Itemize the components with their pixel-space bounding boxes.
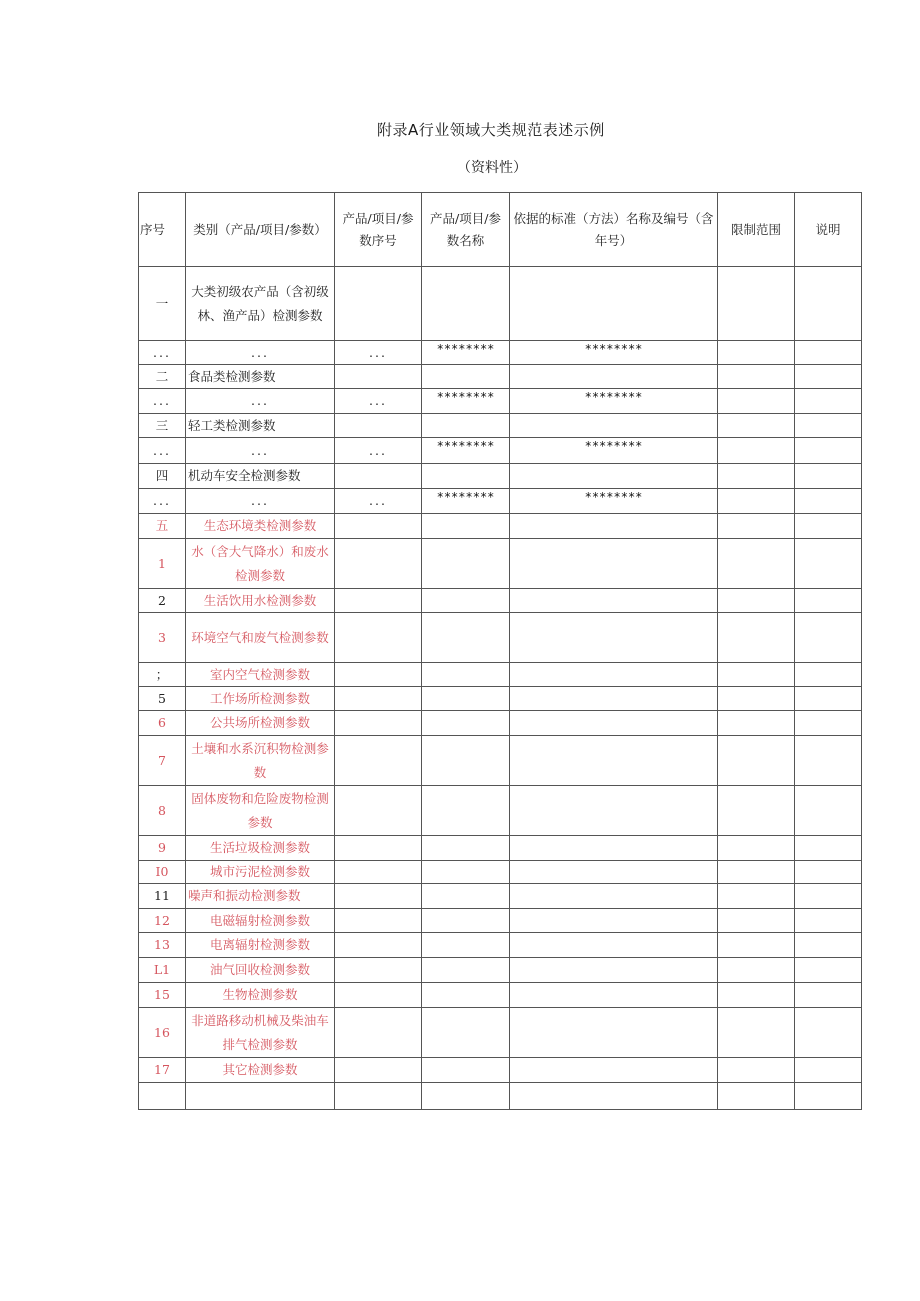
table-row bbox=[139, 884, 862, 909]
row-no: I0 bbox=[139, 861, 186, 884]
row-category: 生物检测参数 bbox=[186, 983, 335, 1008]
row-standard: ******** bbox=[510, 389, 718, 414]
row-category: 电磁辐射检测参数 bbox=[186, 909, 335, 933]
row-category: 电离辐射检测参数 bbox=[186, 933, 335, 958]
table-row bbox=[139, 414, 862, 438]
row-no: 1 bbox=[139, 539, 186, 589]
table-row bbox=[139, 711, 862, 736]
row-category: 生态环境类检测参数 bbox=[186, 514, 335, 539]
table-row bbox=[139, 933, 862, 958]
row-name: ******** bbox=[422, 389, 510, 414]
row-no: 8 bbox=[139, 786, 186, 836]
row-standard: ******** bbox=[510, 489, 718, 514]
table-row bbox=[139, 687, 862, 711]
row-no: ... bbox=[139, 341, 186, 365]
row-category: 土壤和水系沉积物检测参数 bbox=[186, 736, 335, 786]
row-seq: ... bbox=[335, 438, 422, 464]
table-row bbox=[139, 438, 862, 464]
row-no: ； bbox=[139, 663, 186, 687]
row-seq: ... bbox=[335, 389, 422, 414]
row-category: 生活饮用水检测参数 bbox=[186, 589, 335, 613]
table-row bbox=[139, 613, 862, 663]
row-category: 轻工类检测参数 bbox=[186, 414, 335, 438]
row-category: 公共场所检测参数 bbox=[186, 711, 335, 736]
row-category: ... bbox=[186, 341, 335, 365]
row-category: 室内空气检测参数 bbox=[186, 663, 335, 687]
table-row bbox=[139, 983, 862, 1008]
row-category: 机动车安全检测参数 bbox=[186, 464, 335, 489]
row-category: 生活垃圾检测参数 bbox=[186, 836, 335, 861]
table-row bbox=[139, 464, 862, 489]
table-row bbox=[139, 836, 862, 861]
row-seq: ... bbox=[335, 341, 422, 365]
row-category: 食品类检测参数 bbox=[186, 365, 335, 389]
table-row bbox=[139, 267, 862, 341]
row-no: L1 bbox=[139, 958, 186, 983]
table-row bbox=[139, 909, 862, 933]
table-row bbox=[139, 736, 862, 786]
row-category: ... bbox=[186, 489, 335, 514]
header-limit: 限制范围 bbox=[718, 193, 795, 267]
row-seq: ... bbox=[335, 489, 422, 514]
table-header-row bbox=[139, 193, 862, 267]
table-row bbox=[139, 1058, 862, 1083]
row-category bbox=[186, 1083, 335, 1110]
category-table bbox=[138, 192, 862, 1110]
row-no: 三 bbox=[139, 414, 186, 438]
row-category: 非道路移动机械及柴油车排气检测参数 bbox=[186, 1008, 335, 1058]
row-category: 城市污泥检测参数 bbox=[186, 861, 335, 884]
row-category: 其它检测参数 bbox=[186, 1058, 335, 1083]
row-no: 17 bbox=[139, 1058, 186, 1083]
row-no: 16 bbox=[139, 1008, 186, 1058]
row-standard: ******** bbox=[510, 438, 718, 464]
table-row bbox=[139, 861, 862, 884]
row-no: 15 bbox=[139, 983, 186, 1008]
table-row bbox=[139, 539, 862, 589]
row-category: 工作场所检测参数 bbox=[186, 687, 335, 711]
row-name: ******** bbox=[422, 489, 510, 514]
table-row bbox=[139, 786, 862, 836]
row-no: 6 bbox=[139, 711, 186, 736]
row-no: 13 bbox=[139, 933, 186, 958]
row-no: 11 bbox=[139, 884, 186, 909]
row-category: ... bbox=[186, 438, 335, 464]
row-no: ... bbox=[139, 389, 186, 414]
page-subtitle: （资料性） bbox=[457, 160, 527, 176]
row-no: 2 bbox=[139, 589, 186, 613]
table-row bbox=[139, 489, 862, 514]
header-name: 产品/项目/参数名称 bbox=[422, 193, 510, 267]
row-no: 12 bbox=[139, 909, 186, 933]
row-category: 固体废物和危险废物检测参数 bbox=[186, 786, 335, 836]
row-category: 大类初级农产品（含初级林、渔产品）检测参数 bbox=[186, 267, 335, 341]
header-note: 说明 bbox=[795, 193, 862, 267]
row-no: 五 bbox=[139, 514, 186, 539]
table-row bbox=[139, 341, 862, 365]
table-row bbox=[139, 514, 862, 539]
row-standard: ******** bbox=[510, 341, 718, 365]
row-category: ... bbox=[186, 389, 335, 414]
row-name: ******** bbox=[422, 341, 510, 365]
row-no bbox=[139, 1083, 186, 1110]
row-no: ... bbox=[139, 438, 186, 464]
header-category: 类别（产品/项目/参数） bbox=[186, 193, 335, 267]
row-category: 油气回收检测参数 bbox=[186, 958, 335, 983]
header-standard: 依据的标准（方法）名称及编号（含年号） bbox=[510, 193, 718, 267]
row-category: 噪声和振动检测参数 bbox=[186, 884, 335, 909]
table-row bbox=[139, 1083, 862, 1110]
table-row bbox=[139, 958, 862, 983]
table-row bbox=[139, 663, 862, 687]
row-name: ******** bbox=[422, 438, 510, 464]
table-row bbox=[139, 389, 862, 414]
page-title: 附录A行业领域大类规范表述示例 bbox=[377, 121, 605, 139]
row-category: 水（含大气降水）和废水检测参数 bbox=[186, 539, 335, 589]
row-no: 四 bbox=[139, 464, 186, 489]
row-no: 一 bbox=[139, 267, 186, 341]
row-no: 3 bbox=[139, 613, 186, 663]
table-row bbox=[139, 1008, 862, 1058]
row-no: 9 bbox=[139, 836, 186, 861]
table-row bbox=[139, 365, 862, 389]
row-category: 环境空气和废气检测参数 bbox=[186, 613, 335, 663]
row-no: 5 bbox=[139, 687, 186, 711]
row-no: 二 bbox=[139, 365, 186, 389]
header-no: 序号 bbox=[139, 193, 186, 267]
row-no: ... bbox=[139, 489, 186, 514]
header-seq: 产品/项目/参数序号 bbox=[335, 193, 422, 267]
row-no: 7 bbox=[139, 736, 186, 786]
table-row bbox=[139, 589, 862, 613]
